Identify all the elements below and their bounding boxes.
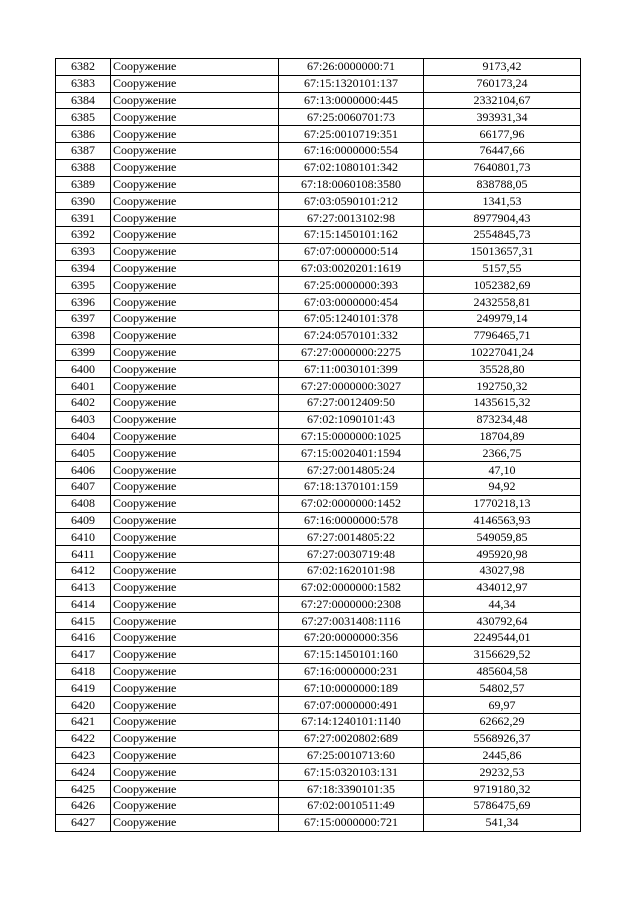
cadastral-number-cell: 67:25:0000000:393 xyxy=(279,277,424,294)
cadastral-value-cell: 94,92 xyxy=(424,478,581,495)
table-row xyxy=(56,546,581,563)
table-row xyxy=(56,495,581,512)
object-type-cell: Сооружение xyxy=(111,361,279,378)
table-row xyxy=(56,193,581,210)
cadastral-value-cell: 3156629,52 xyxy=(424,646,581,663)
cadastral-value-cell: 29232,53 xyxy=(424,764,581,781)
table-row xyxy=(56,562,581,579)
object-type-cell: Сооружение xyxy=(111,495,279,512)
table-row xyxy=(56,596,581,613)
cadastral-value-cell: 43027,98 xyxy=(424,562,581,579)
cadastral-number-cell: 67:03:0590101:212 xyxy=(279,193,424,210)
cadastral-number-cell: 67:15:0000000:721 xyxy=(279,814,424,831)
cadastral-value-cell: 549059,85 xyxy=(424,529,581,546)
object-type-cell: Сооружение xyxy=(111,462,279,479)
row-number-cell: 6418 xyxy=(56,663,111,680)
row-number-cell: 6422 xyxy=(56,730,111,747)
cadastral-value-cell: 434012,97 xyxy=(424,579,581,596)
cadastral-value-cell: 47,10 xyxy=(424,462,581,479)
cadastral-number-cell: 67:18:3390101:35 xyxy=(279,781,424,798)
cadastral-value-cell: 2554845,73 xyxy=(424,226,581,243)
table-row xyxy=(56,512,581,529)
cadastral-value-cell: 485604,58 xyxy=(424,663,581,680)
cadastral-number-cell: 67:02:0010511:49 xyxy=(279,798,424,815)
table-row xyxy=(56,59,581,76)
object-type-cell: Сооружение xyxy=(111,646,279,663)
cadastral-value-cell: 54802,57 xyxy=(424,680,581,697)
object-type-cell: Сооружение xyxy=(111,445,279,462)
cadastral-value-cell: 838788,05 xyxy=(424,176,581,193)
row-number-cell: 6406 xyxy=(56,462,111,479)
table-row xyxy=(56,646,581,663)
object-type-cell: Сооружение xyxy=(111,109,279,126)
object-type-cell: Сооружение xyxy=(111,764,279,781)
cadastral-number-cell: 67:16:0000000:578 xyxy=(279,512,424,529)
object-type-cell: Сооружение xyxy=(111,630,279,647)
table-row xyxy=(56,478,581,495)
cadastral-number-cell: 67:26:0000000:71 xyxy=(279,59,424,76)
cadastral-number-cell: 67:27:0013102:98 xyxy=(279,210,424,227)
object-type-cell: Сооружение xyxy=(111,714,279,731)
table-row xyxy=(56,579,581,596)
cadastral-value-cell: 76447,66 xyxy=(424,142,581,159)
cadastral-number-cell: 67:14:1240101:1140 xyxy=(279,714,424,731)
cadastral-number-cell: 67:27:0031408:1116 xyxy=(279,613,424,630)
object-type-cell: Сооружение xyxy=(111,798,279,815)
cadastral-number-cell: 67:25:0010713:60 xyxy=(279,747,424,764)
object-type-cell: Сооружение xyxy=(111,193,279,210)
cadastral-value-cell: 10227041,24 xyxy=(424,344,581,361)
row-number-cell: 6420 xyxy=(56,697,111,714)
table-row xyxy=(56,663,581,680)
object-type-cell: Сооружение xyxy=(111,344,279,361)
row-number-cell: 6397 xyxy=(56,310,111,327)
cadastral-value-cell: 35528,80 xyxy=(424,361,581,378)
object-type-cell: Сооружение xyxy=(111,814,279,831)
table-row xyxy=(56,327,581,344)
cadastral-value-cell: 249979,14 xyxy=(424,310,581,327)
table-row xyxy=(56,697,581,714)
cadastral-value-cell: 1435615,32 xyxy=(424,394,581,411)
table-row xyxy=(56,630,581,647)
cadastral-value-cell: 4146563,93 xyxy=(424,512,581,529)
row-number-cell: 6407 xyxy=(56,478,111,495)
cadastral-number-cell: 67:20:0000000:356 xyxy=(279,630,424,647)
cadastral-value-cell: 430792,64 xyxy=(424,613,581,630)
cadastral-value-cell: 9719180,32 xyxy=(424,781,581,798)
table-row xyxy=(56,361,581,378)
object-type-cell: Сооружение xyxy=(111,226,279,243)
object-type-cell: Сооружение xyxy=(111,512,279,529)
table-row xyxy=(56,210,581,227)
row-number-cell: 6427 xyxy=(56,814,111,831)
object-type-cell: Сооружение xyxy=(111,243,279,260)
table-row xyxy=(56,92,581,109)
row-number-cell: 6386 xyxy=(56,126,111,143)
cadastral-value-cell: 2332104,67 xyxy=(424,92,581,109)
cadastral-number-cell: 67:25:0060701:73 xyxy=(279,109,424,126)
row-number-cell: 6425 xyxy=(56,781,111,798)
object-type-cell: Сооружение xyxy=(111,210,279,227)
row-number-cell: 6408 xyxy=(56,495,111,512)
object-type-cell: Сооружение xyxy=(111,562,279,579)
table-row xyxy=(56,260,581,277)
row-number-cell: 6410 xyxy=(56,529,111,546)
cadastral-value-cell: 393931,34 xyxy=(424,109,581,126)
cadastral-value-cell: 66177,96 xyxy=(424,126,581,143)
cadastral-number-cell: 67:16:0000000:231 xyxy=(279,663,424,680)
cadastral-number-cell: 67:02:1620101:98 xyxy=(279,562,424,579)
row-number-cell: 6389 xyxy=(56,176,111,193)
table-row xyxy=(56,814,581,831)
cadastral-value-cell: 2432558,81 xyxy=(424,294,581,311)
table-row xyxy=(56,344,581,361)
cadastral-value-cell: 1052382,69 xyxy=(424,277,581,294)
cadastral-number-cell: 67:15:1450101:160 xyxy=(279,646,424,663)
object-type-cell: Сооружение xyxy=(111,277,279,294)
row-number-cell: 6387 xyxy=(56,142,111,159)
object-type-cell: Сооружение xyxy=(111,411,279,428)
cadastral-number-cell: 67:18:1370101:159 xyxy=(279,478,424,495)
row-number-cell: 6401 xyxy=(56,378,111,395)
object-type-cell: Сооружение xyxy=(111,478,279,495)
cadastral-number-cell: 67:11:0030101:399 xyxy=(279,361,424,378)
cadastral-number-cell: 67:24:0570101:332 xyxy=(279,327,424,344)
table-row xyxy=(56,378,581,395)
table-row xyxy=(56,781,581,798)
row-number-cell: 6393 xyxy=(56,243,111,260)
row-number-cell: 6388 xyxy=(56,159,111,176)
object-type-cell: Сооружение xyxy=(111,294,279,311)
cadastral-number-cell: 67:15:0020401:1594 xyxy=(279,445,424,462)
cadastral-value-cell: 8977904,43 xyxy=(424,210,581,227)
cadastral-number-cell: 67:25:0010719:351 xyxy=(279,126,424,143)
row-number-cell: 6382 xyxy=(56,59,111,76)
cadastral-number-cell: 67:05:1240101:378 xyxy=(279,310,424,327)
cadastral-value-cell: 2445,86 xyxy=(424,747,581,764)
table-row xyxy=(56,730,581,747)
cadastral-value-cell: 69,97 xyxy=(424,697,581,714)
object-type-cell: Сооружение xyxy=(111,613,279,630)
cadastral-number-cell: 67:07:0000000:491 xyxy=(279,697,424,714)
row-number-cell: 6411 xyxy=(56,546,111,563)
object-type-cell: Сооружение xyxy=(111,730,279,747)
object-type-cell: Сооружение xyxy=(111,126,279,143)
cadastral-number-cell: 67:16:0000000:554 xyxy=(279,142,424,159)
cadastral-number-cell: 67:15:0000000:1025 xyxy=(279,428,424,445)
table-row xyxy=(56,126,581,143)
row-number-cell: 6417 xyxy=(56,646,111,663)
table-row xyxy=(56,428,581,445)
row-number-cell: 6399 xyxy=(56,344,111,361)
cadastral-value-cell: 7640801,73 xyxy=(424,159,581,176)
cadastral-number-cell: 67:27:0030719:48 xyxy=(279,546,424,563)
cadastral-value-cell: 44,34 xyxy=(424,596,581,613)
row-number-cell: 6391 xyxy=(56,210,111,227)
row-number-cell: 6384 xyxy=(56,92,111,109)
cadastral-number-cell: 67:27:0000000:3027 xyxy=(279,378,424,395)
table-row xyxy=(56,411,581,428)
row-number-cell: 6409 xyxy=(56,512,111,529)
cadastral-number-cell: 67:27:0012409:50 xyxy=(279,394,424,411)
property-table-body xyxy=(56,59,581,832)
table-row xyxy=(56,680,581,697)
row-number-cell: 6385 xyxy=(56,109,111,126)
cadastral-number-cell: 67:10:0000000:189 xyxy=(279,680,424,697)
object-type-cell: Сооружение xyxy=(111,428,279,445)
table-row xyxy=(56,798,581,815)
cadastral-number-cell: 67:27:0000000:2308 xyxy=(279,596,424,613)
object-type-cell: Сооружение xyxy=(111,663,279,680)
table-row xyxy=(56,764,581,781)
object-type-cell: Сооружение xyxy=(111,59,279,76)
object-type-cell: Сооружение xyxy=(111,680,279,697)
cadastral-value-cell: 1341,53 xyxy=(424,193,581,210)
row-number-cell: 6419 xyxy=(56,680,111,697)
row-number-cell: 6424 xyxy=(56,764,111,781)
cadastral-value-cell: 873234,48 xyxy=(424,411,581,428)
cadastral-value-cell: 1770218,13 xyxy=(424,495,581,512)
object-type-cell: Сооружение xyxy=(111,546,279,563)
cadastral-number-cell: 67:15:1450101:162 xyxy=(279,226,424,243)
table-row xyxy=(56,462,581,479)
cadastral-number-cell: 67:02:1090101:43 xyxy=(279,411,424,428)
object-type-cell: Сооружение xyxy=(111,378,279,395)
cadastral-number-cell: 67:27:0000000:2275 xyxy=(279,344,424,361)
cadastral-number-cell: 67:15:1320101:137 xyxy=(279,75,424,92)
cadastral-value-cell: 2366,75 xyxy=(424,445,581,462)
cadastral-value-cell: 9173,42 xyxy=(424,59,581,76)
table-row xyxy=(56,277,581,294)
table-row xyxy=(56,109,581,126)
cadastral-value-cell: 760173,24 xyxy=(424,75,581,92)
object-type-cell: Сооружение xyxy=(111,394,279,411)
cadastral-value-cell: 541,34 xyxy=(424,814,581,831)
cadastral-number-cell: 67:15:0320103:131 xyxy=(279,764,424,781)
object-type-cell: Сооружение xyxy=(111,579,279,596)
row-number-cell: 6404 xyxy=(56,428,111,445)
row-number-cell: 6414 xyxy=(56,596,111,613)
cadastral-number-cell: 67:02:0000000:1582 xyxy=(279,579,424,596)
cadastral-number-cell: 67:03:0000000:454 xyxy=(279,294,424,311)
object-type-cell: Сооружение xyxy=(111,176,279,193)
object-type-cell: Сооружение xyxy=(111,781,279,798)
object-type-cell: Сооружение xyxy=(111,529,279,546)
row-number-cell: 6415 xyxy=(56,613,111,630)
object-type-cell: Сооружение xyxy=(111,260,279,277)
cadastral-value-cell: 192750,32 xyxy=(424,378,581,395)
table-row xyxy=(56,243,581,260)
row-number-cell: 6403 xyxy=(56,411,111,428)
row-number-cell: 6402 xyxy=(56,394,111,411)
row-number-cell: 6413 xyxy=(56,579,111,596)
row-number-cell: 6383 xyxy=(56,75,111,92)
row-number-cell: 6405 xyxy=(56,445,111,462)
cadastral-number-cell: 67:02:1080101:342 xyxy=(279,159,424,176)
cadastral-value-cell: 15013657,31 xyxy=(424,243,581,260)
row-number-cell: 6423 xyxy=(56,747,111,764)
table-row xyxy=(56,747,581,764)
object-type-cell: Сооружение xyxy=(111,159,279,176)
row-number-cell: 6392 xyxy=(56,226,111,243)
row-number-cell: 6390 xyxy=(56,193,111,210)
cadastral-number-cell: 67:27:0014805:22 xyxy=(279,529,424,546)
table-row xyxy=(56,613,581,630)
object-type-cell: Сооружение xyxy=(111,75,279,92)
table-row xyxy=(56,394,581,411)
cadastral-value-cell: 5786475,69 xyxy=(424,798,581,815)
cadastral-value-cell: 18704,89 xyxy=(424,428,581,445)
cadastral-number-cell: 67:13:0000000:445 xyxy=(279,92,424,109)
cadastral-number-cell: 67:02:0000000:1452 xyxy=(279,495,424,512)
cadastral-number-cell: 67:03:0020201:1619 xyxy=(279,260,424,277)
table-row xyxy=(56,226,581,243)
table-row xyxy=(56,142,581,159)
table-row xyxy=(56,159,581,176)
row-number-cell: 6395 xyxy=(56,277,111,294)
row-number-cell: 6398 xyxy=(56,327,111,344)
row-number-cell: 6400 xyxy=(56,361,111,378)
row-number-cell: 6396 xyxy=(56,294,111,311)
row-number-cell: 6412 xyxy=(56,562,111,579)
row-number-cell: 6394 xyxy=(56,260,111,277)
object-type-cell: Сооружение xyxy=(111,327,279,344)
cadastral-value-cell: 62662,29 xyxy=(424,714,581,731)
cadastral-value-cell: 5568926,37 xyxy=(424,730,581,747)
object-type-cell: Сооружение xyxy=(111,596,279,613)
table-row xyxy=(56,714,581,731)
cadastral-value-cell: 7796465,71 xyxy=(424,327,581,344)
table-row xyxy=(56,310,581,327)
object-type-cell: Сооружение xyxy=(111,310,279,327)
row-number-cell: 6426 xyxy=(56,798,111,815)
property-table xyxy=(55,58,581,832)
table-row xyxy=(56,75,581,92)
cadastral-value-cell: 2249544,01 xyxy=(424,630,581,647)
cadastral-value-cell: 5157,55 xyxy=(424,260,581,277)
object-type-cell: Сооружение xyxy=(111,92,279,109)
cadastral-number-cell: 67:07:0000000:514 xyxy=(279,243,424,260)
table-row xyxy=(56,529,581,546)
cadastral-number-cell: 67:27:0020802:689 xyxy=(279,730,424,747)
object-type-cell: Сооружение xyxy=(111,142,279,159)
object-type-cell: Сооружение xyxy=(111,747,279,764)
object-type-cell: Сооружение xyxy=(111,697,279,714)
cadastral-value-cell: 495920,98 xyxy=(424,546,581,563)
table-row xyxy=(56,445,581,462)
cadastral-number-cell: 67:18:0060108:3580 xyxy=(279,176,424,193)
cadastral-number-cell: 67:27:0014805:24 xyxy=(279,462,424,479)
row-number-cell: 6416 xyxy=(56,630,111,647)
table-row xyxy=(56,176,581,193)
table-row xyxy=(56,294,581,311)
row-number-cell: 6421 xyxy=(56,714,111,731)
